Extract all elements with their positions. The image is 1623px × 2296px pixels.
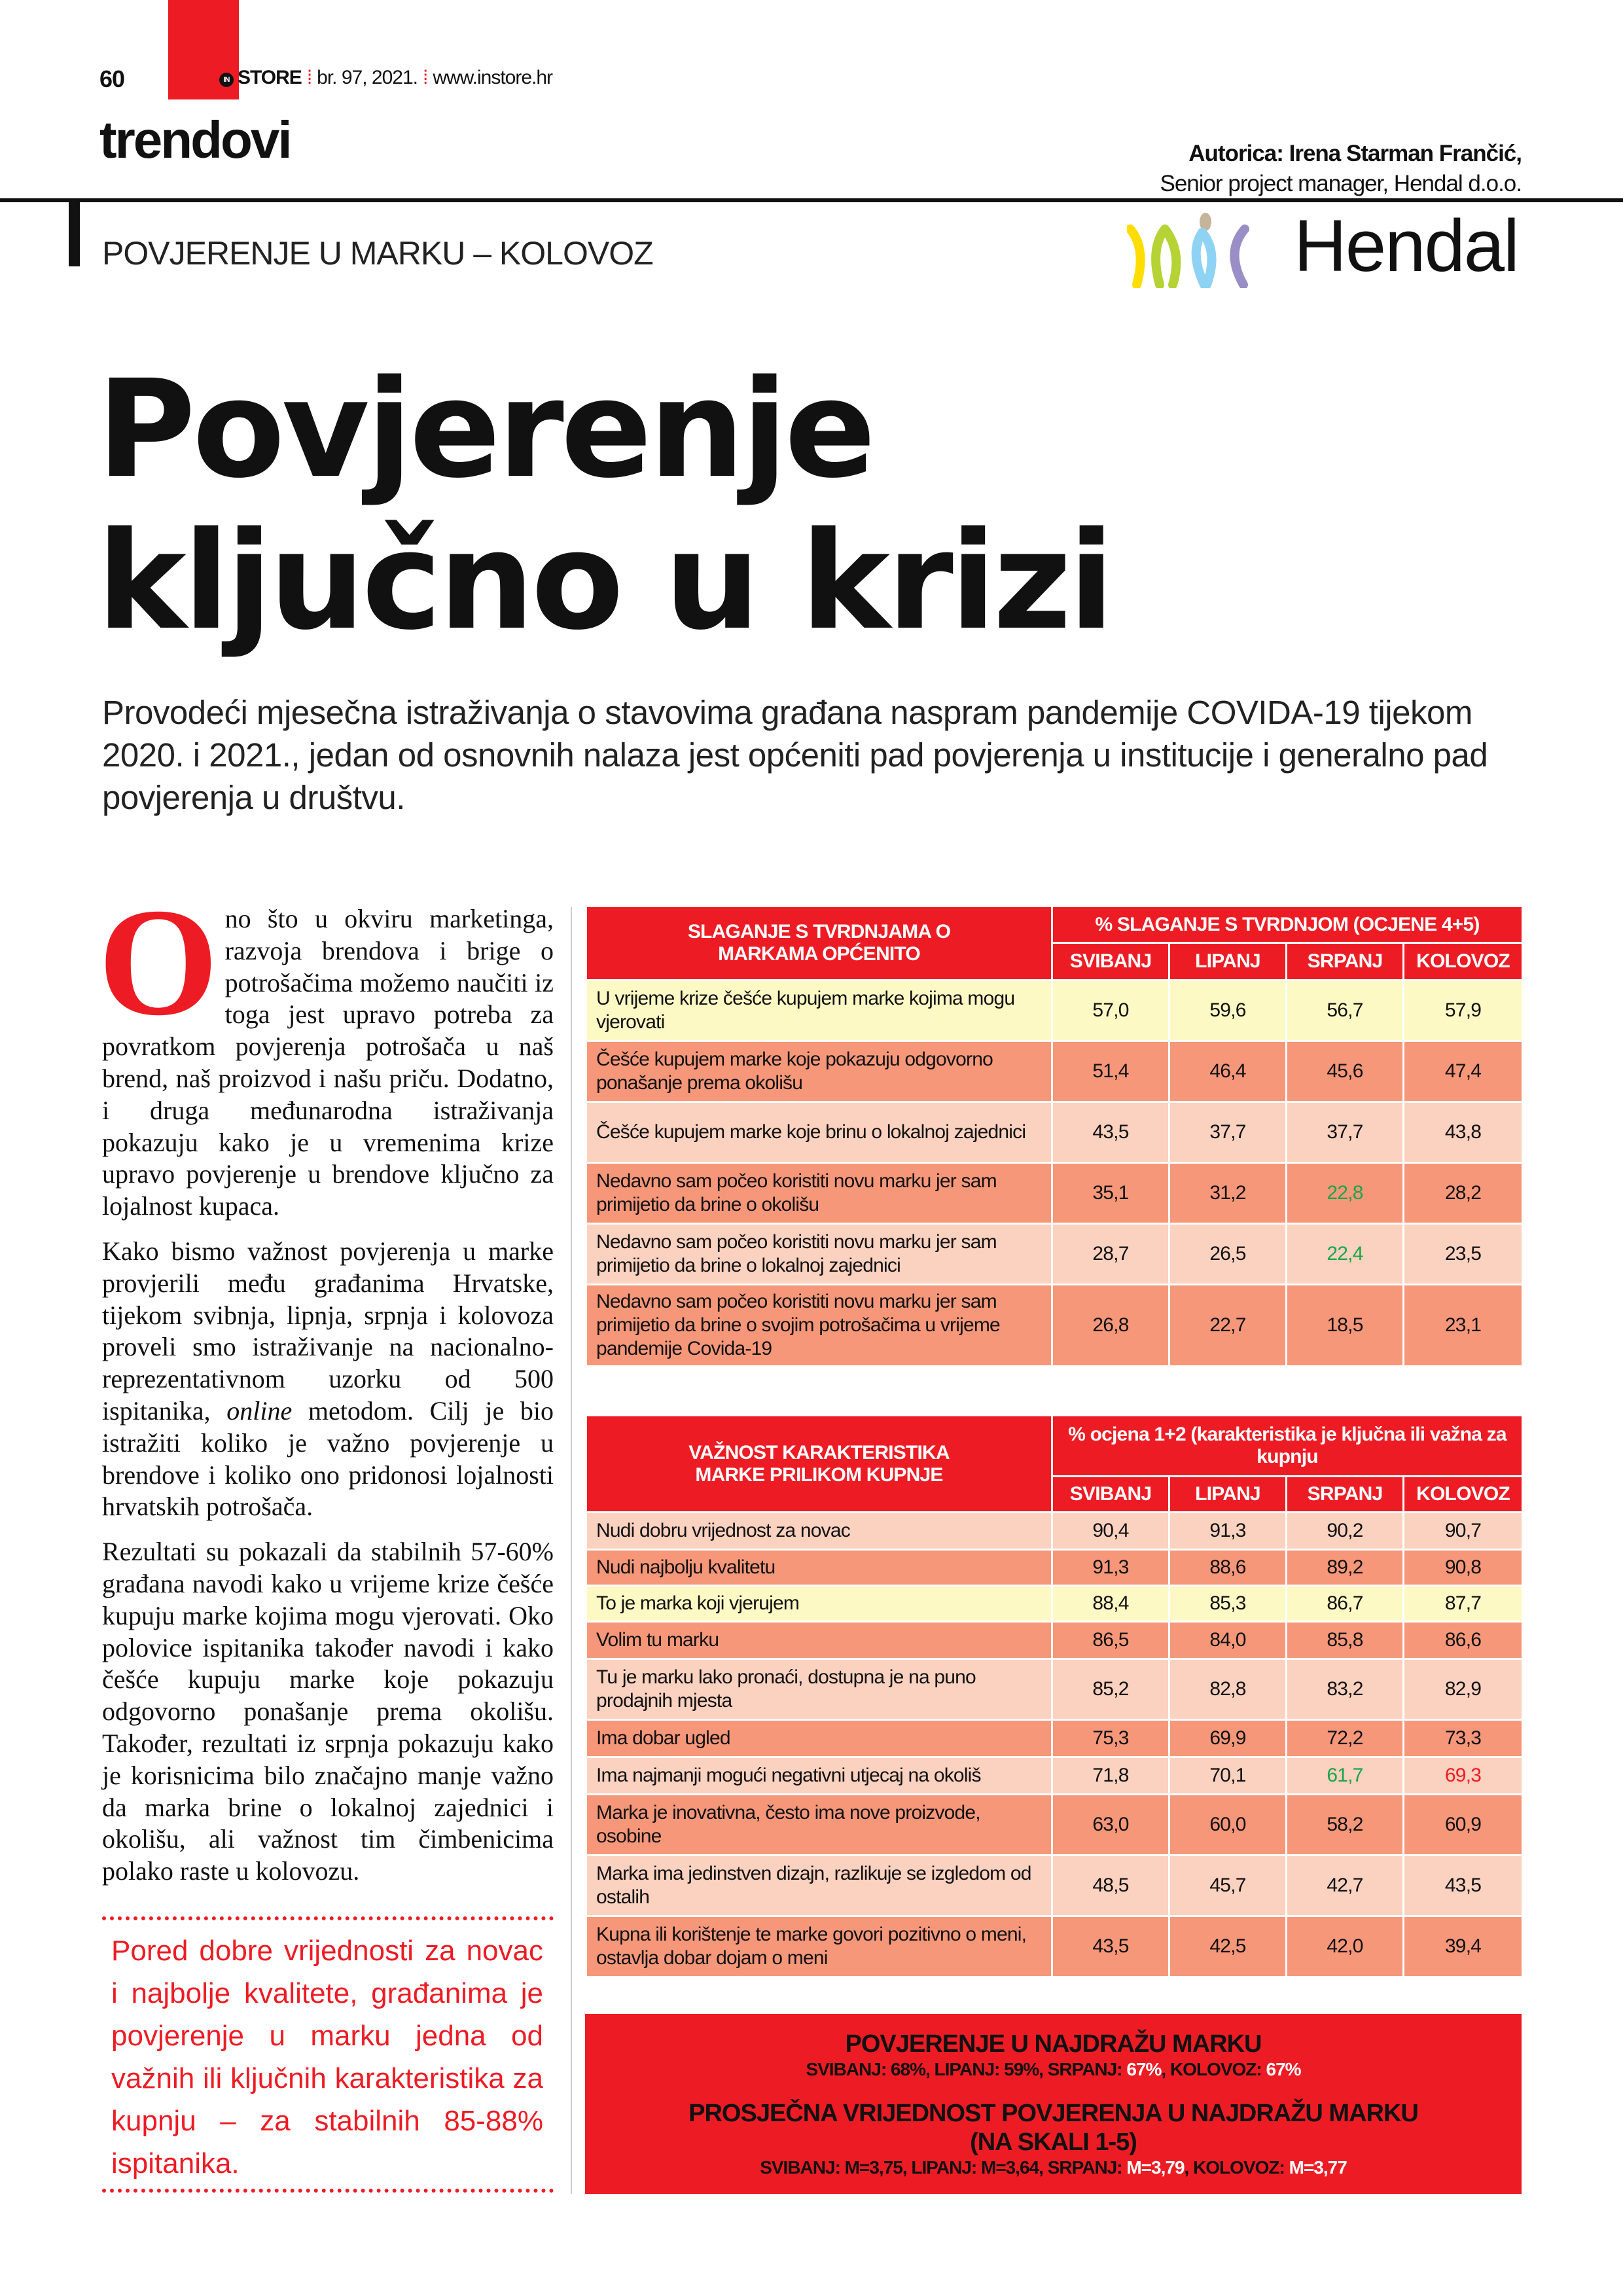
- separator: ⁞: [306, 67, 312, 88]
- month-header: LIPANJ: [1169, 1477, 1287, 1513]
- paragraph-2-emphasis: online: [226, 1395, 293, 1426]
- table-row: [586, 1586, 1523, 1622]
- article-title: [97, 351, 1111, 660]
- cell-value: 42,5: [1169, 1916, 1287, 1977]
- cell-value: 69,9: [1169, 1720, 1287, 1757]
- kicker: POVJERENJE U MARKU – KOLOVOZ: [102, 235, 653, 272]
- cell-value: 83,2: [1287, 1659, 1404, 1720]
- row-label: Nedavno sam počeo koristiti novu marku jer sam primijetio da brine o svojim potrošačima u vrijeme pandemije Covida-19: [586, 1285, 1052, 1367]
- magazine-logo-store: STORE: [238, 67, 302, 88]
- paragraph-2: [102, 1236, 554, 1523]
- header-rule: [0, 198, 1623, 202]
- cell-value: 91,3: [1169, 1513, 1287, 1550]
- separator: ⁞: [422, 67, 428, 88]
- pull-quote-top-dots: [102, 1916, 554, 1920]
- magazine-logo-in: IN: [219, 73, 234, 87]
- cell-value: 75,3: [1052, 1720, 1169, 1757]
- table-row: [586, 1795, 1523, 1856]
- cell-value: 28,2: [1404, 1163, 1523, 1224]
- article-intro: Provodeći mjesečna istraživanja o stavovima građana naspram pandemije COVIDA-19 tijekom 2020. i 2021., jedan od osnovnih nalaza jest općeniti pad povjerenja u institucije i generalno pad povjerenja u društvu.: [102, 694, 1488, 816]
- cell-value: 82,9: [1404, 1659, 1523, 1720]
- cell-value: 60,0: [1169, 1795, 1287, 1856]
- cell-value: 37,7: [1287, 1102, 1404, 1163]
- cell-value: 31,2: [1169, 1163, 1287, 1224]
- cell-value: 26,5: [1169, 1224, 1287, 1285]
- summary-text: SVIBANJ: M=3,75, LIPANJ: M=3,64, SRPANJ:: [760, 2157, 1127, 2178]
- table-header-row: [586, 1416, 1523, 1477]
- cell-value: 72,2: [1287, 1720, 1404, 1757]
- cell-value: 43,5: [1052, 1916, 1169, 1977]
- cell-value: 90,8: [1404, 1550, 1523, 1586]
- summary-line-1: [585, 2058, 1522, 2081]
- cell-value: 45,6: [1287, 1041, 1404, 1102]
- month-header: SVIBANJ: [1052, 943, 1169, 980]
- title-line-2: ključno u krizi: [97, 503, 1111, 660]
- cell-value: 22,4: [1287, 1224, 1404, 1285]
- row-label: Tu je marku lako pronaći, dostupna je na puno prodajnih mjesta: [586, 1659, 1052, 1720]
- row-label: Nudi najbolju kvalitetu: [586, 1550, 1052, 1586]
- cell-value: 84,0: [1169, 1622, 1287, 1659]
- row-label: Marka je inovativna, često ima nove proizvode, osobine: [586, 1795, 1052, 1856]
- highlighted-value: M=3,79: [1126, 2157, 1185, 2178]
- cell-value: 82,8: [1169, 1659, 1287, 1720]
- row-label: Češće kupujem marke koje pokazuju odgovorno ponašanje prema okolišu: [586, 1041, 1052, 1102]
- highlighted-value: 67%: [1266, 2059, 1301, 2079]
- cell-value: 23,5: [1404, 1224, 1523, 1285]
- table-header-row: [586, 906, 1523, 943]
- article-body: [98, 877, 554, 1901]
- cell-value: 37,7: [1169, 1102, 1287, 1163]
- author-byline: [1160, 139, 1522, 199]
- cell-value: 73,3: [1404, 1720, 1523, 1757]
- kicker-bar: [69, 202, 80, 266]
- cell-value: 46,4: [1169, 1041, 1287, 1102]
- cell-value: 45,7: [1169, 1856, 1287, 1916]
- issue-number: br. 97, 2021.: [317, 67, 418, 88]
- highlighted-value: 67%: [1126, 2059, 1162, 2079]
- summary-heading-2: PROSJEČNA VRIJEDNOST POVJERENJA U NAJDRAŽU MARKU: [688, 2100, 1418, 2127]
- table-row: [586, 1163, 1523, 1224]
- row-label: Češće kupujem marke koje brinu o lokalnoj zajednici: [586, 1102, 1052, 1163]
- row-label: To je marka koji vjerujem: [586, 1586, 1052, 1622]
- cell-value: 22,8: [1287, 1163, 1404, 1224]
- cell-value: 90,2: [1287, 1513, 1404, 1550]
- summary-line-2: [585, 2157, 1522, 2179]
- hendal-logo: [1127, 205, 1526, 288]
- table-row: [586, 1102, 1523, 1163]
- table-row: [586, 1285, 1523, 1367]
- row-label: U vrijeme krize češće kupujem marke kojima mogu vjerovati: [586, 980, 1052, 1041]
- table-row: [586, 1856, 1523, 1916]
- table-brand-characteristics: [585, 1414, 1524, 1978]
- cell-value: 58,2: [1287, 1795, 1404, 1856]
- table-row: [586, 1550, 1523, 1586]
- column-divider: [571, 907, 572, 2194]
- cell-value: 61,7: [1287, 1757, 1404, 1795]
- cell-value: 85,3: [1169, 1586, 1287, 1622]
- table-row: [586, 1659, 1523, 1720]
- cell-value: 35,1: [1052, 1163, 1169, 1224]
- table-group-header: % SLAGANJE S TVRDNJOM (OCJENE 4+5): [1052, 906, 1523, 943]
- cell-value: 28,7: [1052, 1224, 1169, 1285]
- cell-value: 86,7: [1287, 1586, 1404, 1622]
- cell-value: 56,7: [1287, 980, 1404, 1041]
- cell-value: 39,4: [1404, 1916, 1523, 1977]
- masthead: [219, 67, 552, 89]
- cell-value: 48,5: [1052, 1856, 1169, 1916]
- cell-value: 63,0: [1052, 1795, 1169, 1856]
- cell-value: 71,8: [1052, 1757, 1169, 1795]
- cell-value: 51,4: [1052, 1041, 1169, 1102]
- cell-value: 18,5: [1287, 1285, 1404, 1367]
- month-header: LIPANJ: [1169, 943, 1287, 980]
- table-row: [586, 980, 1523, 1041]
- page-number: 60: [99, 65, 125, 92]
- cell-value: 43,8: [1404, 1102, 1523, 1163]
- row-label: Ima najmanji mogući negativni utjecaj na okoliš: [586, 1757, 1052, 1795]
- summary-text: SVIBANJ: 68%, LIPANJ: 59%, SRPANJ:: [806, 2059, 1127, 2079]
- month-header: SRPANJ: [1287, 1477, 1404, 1513]
- cell-value: 42,0: [1287, 1916, 1404, 1977]
- summary-heading-2b: (NA SKALI 1-5): [970, 2128, 1137, 2156]
- cell-value: 43,5: [1052, 1102, 1169, 1163]
- table-title: SLAGANJE S TVRDNJAMA O MARKAMA OPĆENITO: [586, 906, 1052, 980]
- month-header: SRPANJ: [1287, 943, 1404, 980]
- author-role: Senior project manager, Hendal d.o.o.: [1160, 171, 1522, 196]
- table-row: [586, 1916, 1523, 1977]
- table-row: [586, 1622, 1523, 1659]
- hendal-logo-text: Hendal: [1294, 205, 1518, 287]
- month-header: KOLOVOZ: [1404, 1477, 1523, 1513]
- paragraph-1-text: no što u okviru marketinga, razvoja brendova i brige o potrošačima možemo naučiti iz toga jest upravo potreba za povratkom povjerenja potrošača u naš brend, naš proizvod i našu priču. Dodatno, i druga međunarodna istraživanja pokazuju kako je u vremenima krize upravo povjerenje u brendove ključno za lojalnost kupaca.: [102, 904, 554, 1221]
- table-brand-statements: [585, 905, 1524, 1367]
- cell-value: 88,6: [1169, 1550, 1287, 1586]
- cell-value: 91,3: [1052, 1550, 1169, 1586]
- summary-text: , KOLOVOZ:: [1184, 2157, 1289, 2178]
- cell-value: 87,7: [1404, 1586, 1523, 1622]
- row-label: Nedavno sam počeo koristiti novu marku jer sam primijetio da brine o lokalnoj zajednici: [586, 1224, 1052, 1285]
- pull-quote-bottom-dots: [102, 2189, 554, 2193]
- hendal-logo-mark-icon: [1127, 213, 1291, 288]
- cell-value: 86,6: [1404, 1622, 1523, 1659]
- drop-cap: O: [98, 877, 219, 1048]
- paragraph-3: Rezultati su pokazali da stabilnih 57-60% građana navodi kako u vrijeme krize češće kupuju marke kojima mogu vjerovati. Oko polovice ispitanika također navodi i kako češće kupuju marke koje pokazuju odgovorno ponašanje prema okolišu. Također, rezultati iz srpnja pokazuju kako je korisnicima bilo značajno manje važno da marka brine o lokalnoj zajednici i okolišu, ali važnost tim čimbenicima polako raste u kolovozu.: [102, 1537, 554, 1886]
- cell-value: 57,9: [1404, 980, 1523, 1041]
- paragraph-2-text-b: metodom. Cilj je bio istražiti koliko je važno povjerenje u brendove i koliko ono pridonosi lojalnosti hrvatskih potrošača.: [102, 1395, 554, 1522]
- table-row: [586, 1224, 1523, 1285]
- table-row: [586, 1720, 1523, 1757]
- cell-value: 88,4: [1052, 1586, 1169, 1622]
- cell-value: 69,3: [1404, 1757, 1523, 1795]
- cell-value: 85,8: [1287, 1622, 1404, 1659]
- author-name: Autorica: Irena Starman Frančić,: [1188, 141, 1522, 166]
- highlighted-value: M=3,77: [1289, 2157, 1347, 2178]
- summary-text: , KOLOVOZ:: [1161, 2059, 1266, 2079]
- cell-value: 59,6: [1169, 980, 1287, 1041]
- cell-value: 89,2: [1287, 1550, 1404, 1586]
- table-row: [586, 1041, 1523, 1102]
- summary-box: [585, 2014, 1522, 2194]
- cell-value: 43,5: [1404, 1856, 1523, 1916]
- cell-value: 47,4: [1404, 1041, 1523, 1102]
- table-title: VAŽNOST KARAKTERISTIKA MARKE PRILIKOM KUPNJE: [586, 1416, 1052, 1513]
- month-header: SVIBANJ: [1052, 1477, 1169, 1513]
- paragraph-2-text-a: Kako bismo važnost povjerenja u marke provjerili među građanima Hrvatske, tijekom svibnja, lipnja, srpnja i kolovoza proveli smo istraživanje na nacionalno-reprezentativnom uzorku od 500 ispitanika,: [102, 1236, 554, 1426]
- cell-value: 90,7: [1404, 1513, 1523, 1550]
- cell-value: 90,4: [1052, 1513, 1169, 1550]
- cell-value: 60,9: [1404, 1795, 1523, 1856]
- row-label: Kupna ili korištenje te marke govori pozitivno o meni, ostavlja dobar dojam o meni: [586, 1916, 1052, 1977]
- row-label: Volim tu marku: [586, 1622, 1052, 1659]
- row-label: Nedavno sam počeo koristiti novu marku jer sam primijetio da brine o okolišu: [586, 1163, 1052, 1224]
- cell-value: 85,2: [1052, 1659, 1169, 1720]
- cell-value: 22,7: [1169, 1285, 1287, 1367]
- cell-value: 86,5: [1052, 1622, 1169, 1659]
- website-link[interactable]: www.instore.hr: [433, 67, 553, 88]
- cell-value: 42,7: [1287, 1856, 1404, 1916]
- cell-value: 70,1: [1169, 1757, 1287, 1795]
- pull-quote: Pored dobre vrijednosti za novac i najbolje kvalitete, građanima je povjerenje u marku jedna od važnih ili ključnih karakteristika za kupnju – za stabilnih 85-88% ispitanika.: [111, 1935, 543, 2179]
- cell-value: 23,1: [1404, 1285, 1523, 1367]
- row-label: Marka ima jedinstven dizajn, razlikuje se izgledom od ostalih: [586, 1856, 1052, 1916]
- table-row: [586, 1513, 1523, 1550]
- row-label: Nudi dobru vrijednost za novac: [586, 1513, 1052, 1550]
- row-label: Ima dobar ugled: [586, 1720, 1052, 1757]
- paragraph-1: [98, 877, 554, 1223]
- cell-value: 57,0: [1052, 980, 1169, 1041]
- month-header: KOLOVOZ: [1404, 943, 1523, 980]
- section-title: trendovi: [99, 111, 291, 169]
- cell-value: 26,8: [1052, 1285, 1169, 1367]
- table-group-header: % ocjena 1+2 (karakteristika je ključna ili važna za kupnju: [1052, 1416, 1523, 1477]
- title-line-1: Povjerenje: [97, 351, 873, 508]
- table-row: [586, 1757, 1523, 1795]
- summary-heading-1: POVJERENJE U NAJDRAŽU MARKU: [845, 2030, 1262, 2058]
